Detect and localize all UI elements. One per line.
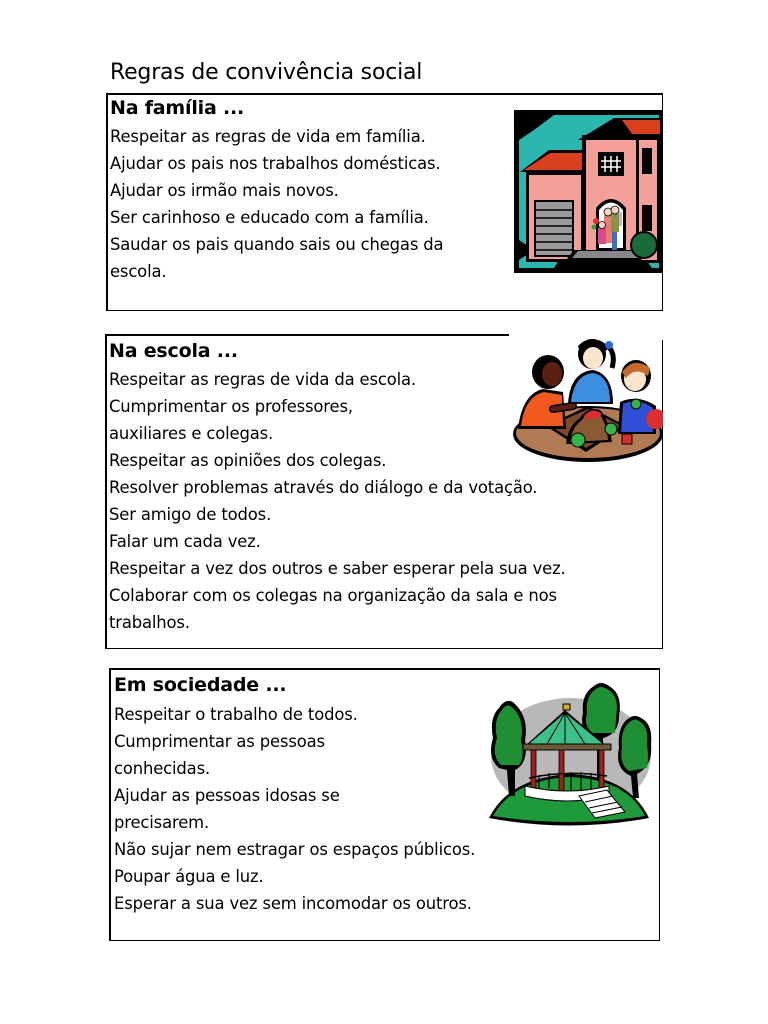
rule-item: Não sujar nem estragar os espaços públicos.	[114, 840, 476, 859]
border-bottom	[109, 940, 660, 942]
rule-item: Colaborar com os colegas na organização da sala e nos	[109, 586, 557, 605]
children-at-table-illustration	[508, 334, 663, 466]
section-society	[109, 668, 660, 941]
page-title: Regras de convivência social	[110, 60, 423, 85]
section-school	[105, 334, 663, 649]
rule-item: Saudar os pais quando sais ou chegas da	[110, 235, 444, 254]
rule-item: Ser carinhoso e educado com a família.	[110, 208, 429, 227]
park-gazebo-illustration	[479, 678, 659, 830]
rule-item: Resolver problemas através do diálogo e da votação.	[109, 478, 538, 497]
rule-item: Respeitar a vez dos outros e saber esperar pela sua vez.	[109, 559, 566, 578]
border-top	[106, 93, 663, 95]
rules-list	[114, 701, 475, 917]
border-left	[105, 334, 107, 649]
house-family-illustration	[514, 110, 662, 273]
border-top	[109, 668, 660, 670]
section-family	[106, 93, 663, 311]
rule-item: Respeitar as regras de vida em família.	[110, 127, 426, 146]
rules-list	[109, 366, 566, 636]
section-heading: Na escola ...	[109, 340, 238, 362]
rule-item: escola.	[110, 262, 167, 281]
section-heading: Na família ...	[110, 97, 245, 119]
rule-item: Ser amigo de todos.	[109, 505, 272, 524]
rule-item: Ajudar as pessoas idosas se	[114, 786, 340, 805]
border-left	[109, 668, 111, 941]
rule-item: Ajudar os irmão mais novos.	[110, 181, 339, 200]
rule-item: conhecidas.	[114, 759, 211, 778]
border-left	[106, 93, 108, 311]
rule-item: precisarem.	[114, 813, 210, 832]
rules-list	[110, 123, 443, 285]
rule-item: Cumprimentar os professores,	[109, 397, 353, 416]
rule-item: Respeitar as regras de vida da escola.	[109, 370, 416, 389]
rule-item: auxiliares e colegas.	[109, 424, 274, 443]
rule-item: Falar um cada vez.	[109, 532, 261, 551]
rule-item: Esperar a sua vez sem incomodar os outros.	[114, 894, 472, 913]
rule-item: Cumprimentar as pessoas	[114, 732, 325, 751]
border-bottom	[105, 648, 663, 650]
rule-item: Poupar água e luz.	[114, 867, 264, 886]
rule-item: Ajudar os pais nos trabalhos domésticas.	[110, 154, 441, 173]
section-heading: Em sociedade ...	[114, 674, 287, 696]
rule-item: Respeitar as opiniões dos colegas.	[109, 451, 387, 470]
rule-item: Respeitar o trabalho de todos.	[114, 705, 358, 724]
border-top	[105, 334, 509, 336]
border-bottom	[106, 310, 663, 312]
rule-item: trabalhos.	[109, 613, 190, 632]
